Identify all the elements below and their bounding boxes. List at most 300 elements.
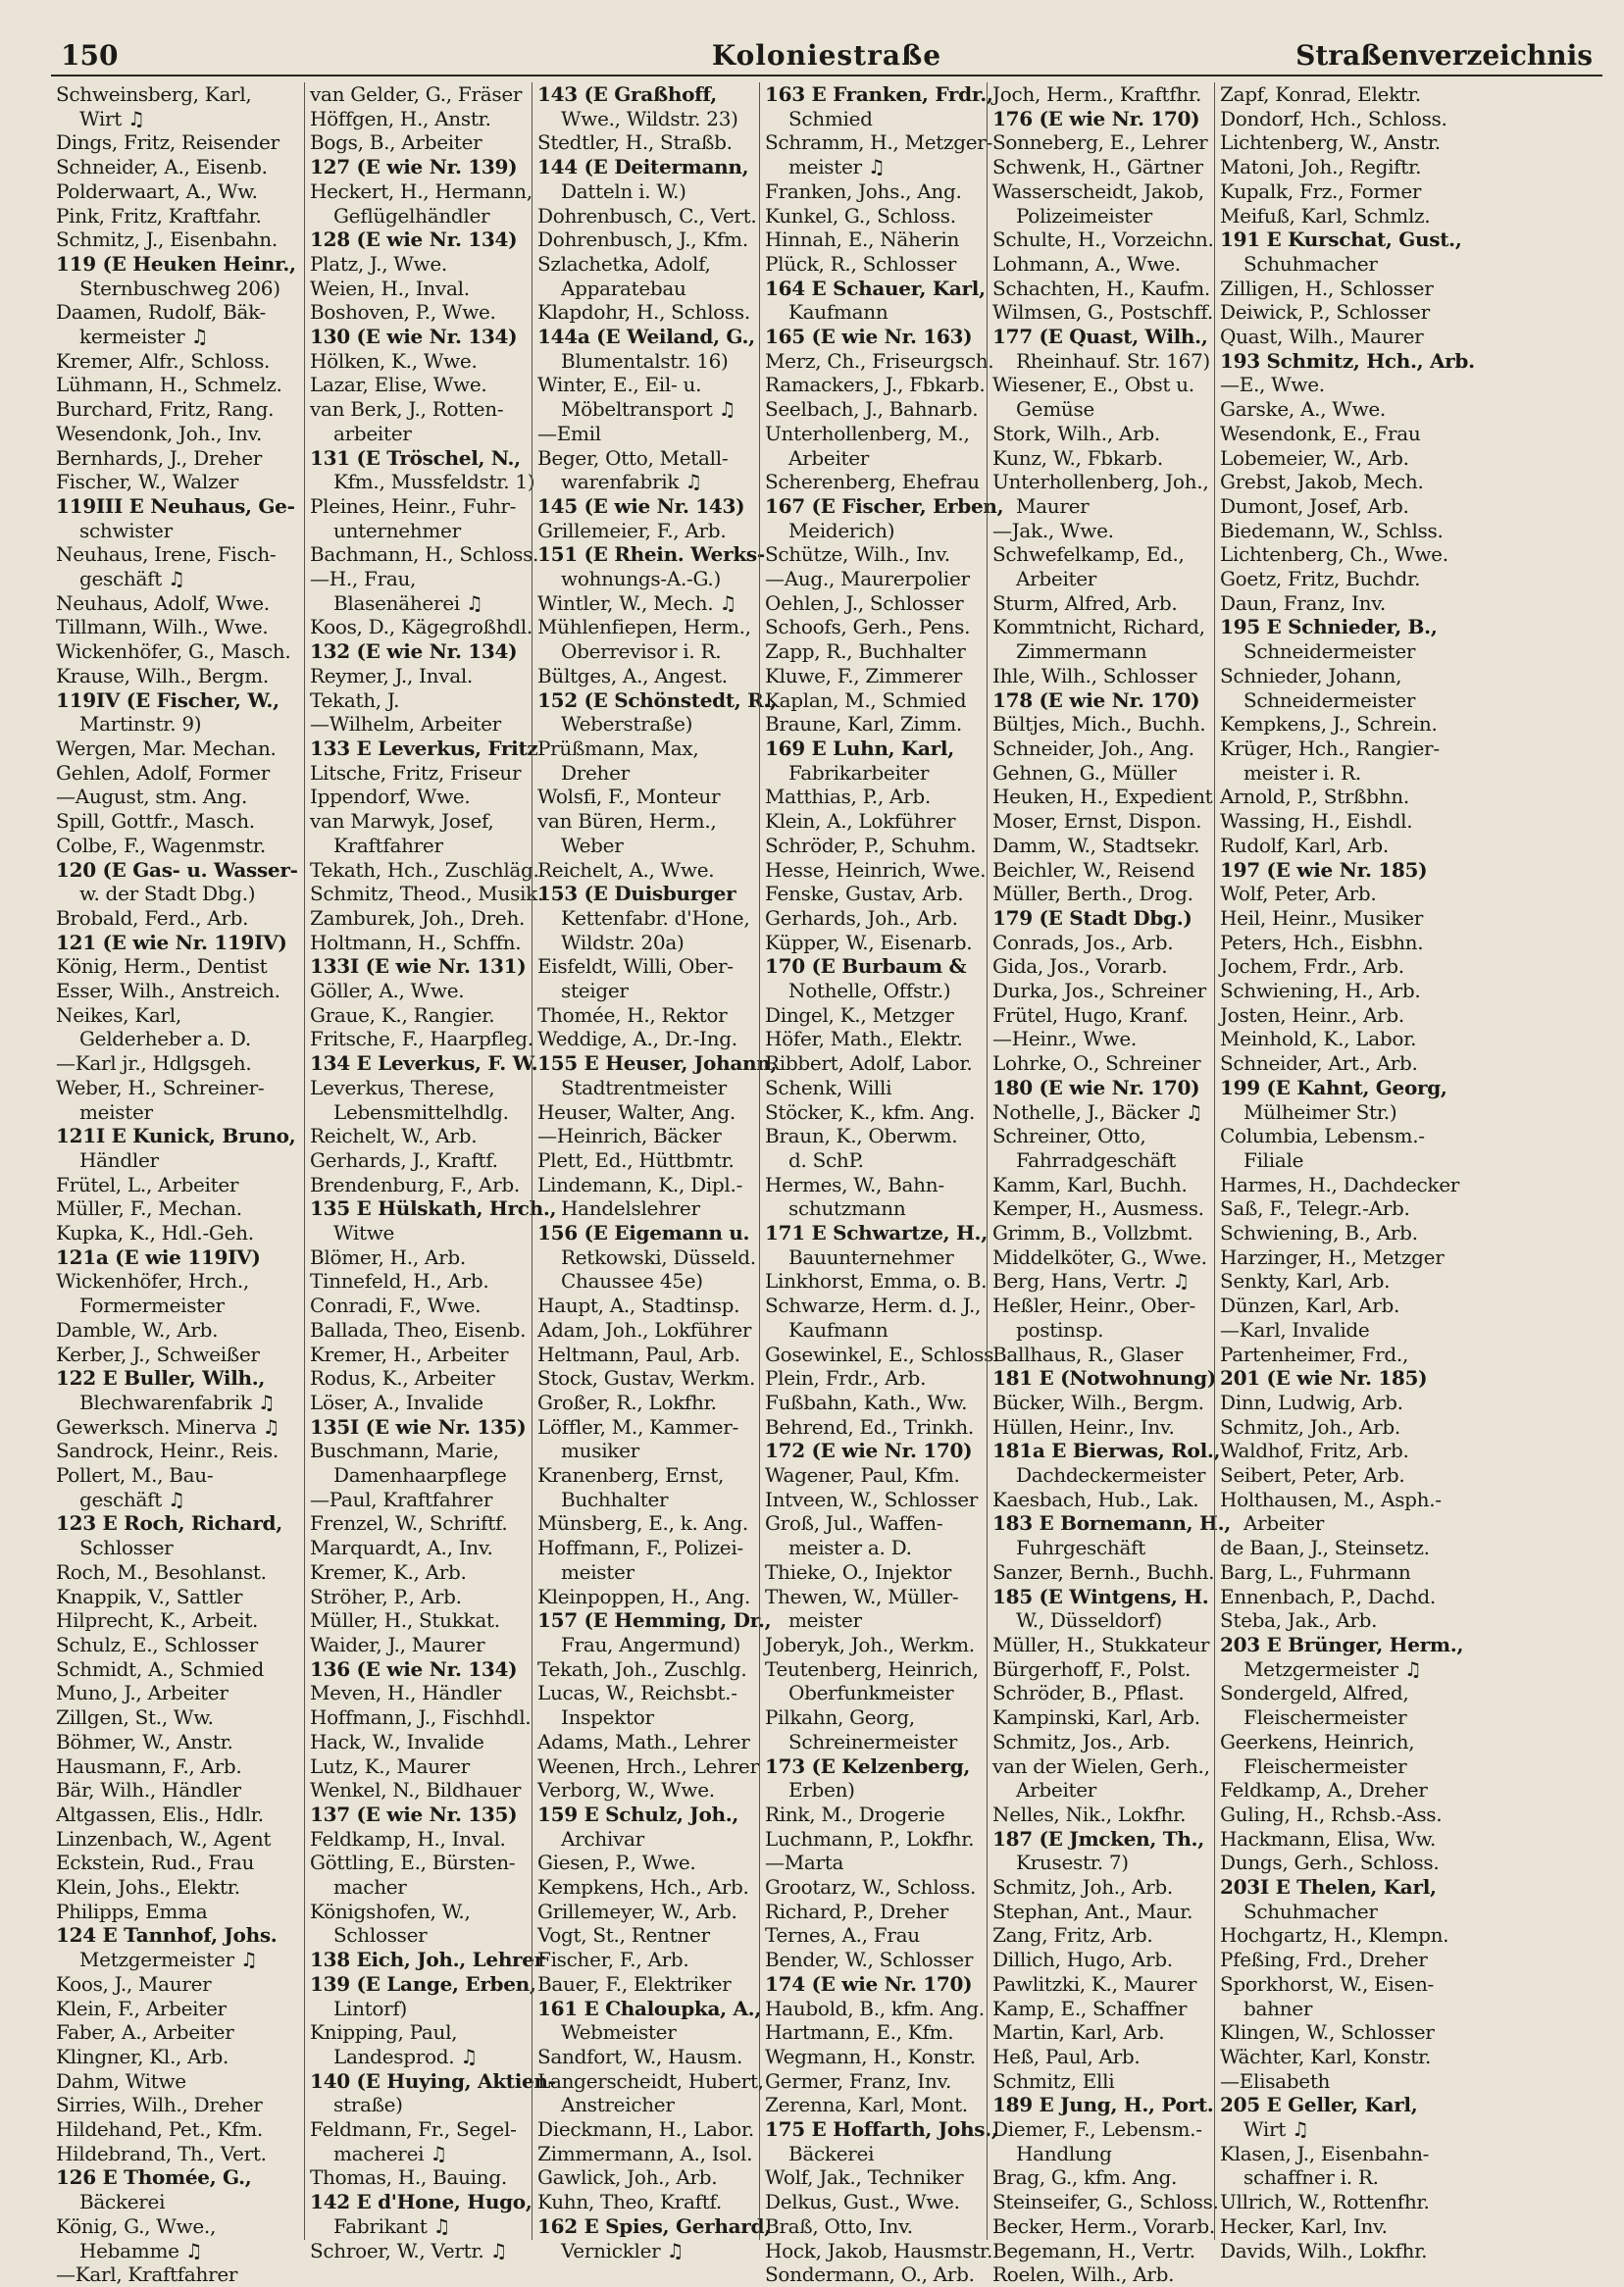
- entry-continuation: Schuhmacher: [1243, 251, 1378, 276]
- resident-entry: Arnold, P., Strßbhn.: [1220, 785, 1409, 809]
- resident-entry: Müller, F., Mechan.: [56, 1196, 242, 1221]
- resident-entry: Tekath, Joh., Zuschlg.: [537, 1656, 747, 1681]
- house-number-entry: 136 (E wie Nr. 134): [310, 1656, 518, 1681]
- resident-entry: Bernhards, J., Dreher: [56, 445, 263, 470]
- resident-entry: Heß, Paul, Arb.: [992, 2044, 1141, 2068]
- resident-entry: Frenzel, W., Schriftf.: [310, 1511, 508, 1536]
- house-number-entry: 153 (E Duisburger: [537, 882, 736, 906]
- resident-entry: Lichtenberg, Ch., Wwe.: [1220, 542, 1448, 567]
- entry-continuation: straße): [333, 2093, 403, 2117]
- resident-entry: Stephan, Ant., Maur.: [992, 1899, 1193, 1923]
- resident-entry: Sondergeld, Alfred,: [1220, 1681, 1409, 1705]
- resident-entry: Becker, Herm., Vorarb.: [992, 2213, 1215, 2238]
- house-number-entry: 173 (E Kelzenberg,: [765, 1753, 971, 1778]
- entry-continuation: Bäckerei: [788, 2141, 875, 2165]
- entry-continuation: Weberstraße): [561, 712, 693, 737]
- entry-continuation: Frau, Angermund): [561, 1633, 741, 1656]
- entry-continuation: Gelderheber a. D.: [79, 1027, 251, 1051]
- house-number-entry: 143 (E Graßhoff,: [537, 82, 717, 106]
- resident-entry: Ennenbach, P., Dachd.: [1220, 1584, 1436, 1608]
- resident-entry: Wolsfi, F., Monteur: [537, 785, 721, 809]
- resident-entry: van Gelder, G., Fräser: [310, 82, 523, 106]
- resident-entry: Verborg, W., Wwe.: [537, 1778, 715, 1803]
- house-number-entry: 197 (E wie Nr. 185): [1220, 857, 1428, 882]
- entry-continuation: wohnungs-A.-G.): [561, 567, 721, 591]
- entry-continuation: Handlung: [1016, 2141, 1112, 2165]
- resident-entry: Kupka, K., Hdl.-Geh.: [56, 1221, 254, 1245]
- resident-entry: Franken, Johs., Ang.: [765, 178, 962, 203]
- resident-entry: Harzinger, H., Metzger: [1220, 1245, 1445, 1269]
- resident-entry: Hinnah, E., Näherin: [765, 228, 960, 252]
- resident-entry: Schulz, E., Schlosser: [56, 1633, 258, 1656]
- resident-entry: Brag, G., kfm. Ang.: [992, 2165, 1178, 2190]
- resident-entry: Lohmann, A., Wwe.: [992, 251, 1181, 276]
- resident-entry: Oehlen, J., Schlosser: [765, 590, 964, 615]
- resident-entry: Fischer, W., Walzer: [56, 470, 239, 494]
- resident-entry: Seibert, Peter, Arb.: [1220, 1463, 1405, 1488]
- resident-entry: Schnieder, Johann,: [1220, 663, 1402, 687]
- house-number-entry: 193 Schmitz, Hch., Arb.: [1220, 348, 1475, 373]
- resident-entry: Hochgartz, H., Klempn.: [1220, 1923, 1449, 1948]
- house-number-entry: 119III E Neuhaus, Ge-: [56, 493, 295, 518]
- resident-entry: —Heinrich, Bäcker: [537, 1124, 722, 1148]
- resident-entry: Stock, Gustav, Werkm.: [537, 1366, 756, 1391]
- house-number-entry: 121 (E wie Nr. 119IV): [56, 930, 287, 954]
- resident-entry: Schütze, Wilh., Inv.: [765, 542, 950, 567]
- house-number-entry: 189 E Jung, H., Port.: [992, 2093, 1214, 2117]
- resident-entry: Plück, R., Schlosser: [765, 251, 957, 276]
- resident-entry: Roch, M., Besohlanst.: [56, 1559, 267, 1584]
- resident-entry: Weenen, Hrch., Lehrer: [537, 1753, 759, 1778]
- resident-entry: Sondermann, O., Arb.: [765, 2262, 975, 2287]
- resident-entry: Thomée, H., Rektor: [537, 1002, 728, 1027]
- resident-entry: Esser, Wilh., Anstreich.: [56, 979, 280, 1003]
- resident-entry: Rodus, K., Arbeiter: [310, 1366, 495, 1391]
- resident-entry: Gerhards, Joh., Arb.: [765, 905, 958, 930]
- house-number-entry: 157 (E Hemming, Dr.,: [537, 1608, 772, 1633]
- entry-continuation: Arbeiter: [1016, 1778, 1097, 1803]
- entry-continuation: Wildstr. 20a): [561, 930, 685, 954]
- resident-entry: Burchard, Fritz, Rang.: [56, 397, 275, 422]
- entry-continuation: Blumentalstr. 16): [561, 348, 729, 373]
- resident-entry: Grebst, Jakob, Mech.: [1220, 470, 1424, 494]
- resident-entry: Großer, R., Lokfhr.: [537, 1390, 717, 1414]
- resident-entry: Bogs, B., Arbeiter: [310, 130, 482, 155]
- resident-entry: Lazar, Elise, Wwe.: [310, 373, 487, 397]
- entry-continuation: Arbeiter: [788, 445, 870, 470]
- resident-entry: Schneider, Joh., Ang.: [992, 736, 1194, 760]
- resident-entry: Peters, Hch., Eisbhn.: [1220, 930, 1424, 954]
- resident-entry: Langerscheidt, Hubert,: [537, 2068, 764, 2093]
- resident-entry: Grootarz, W., Schloss.: [765, 1875, 977, 1900]
- resident-entry: Heltmann, Paul, Arb.: [537, 1342, 740, 1366]
- resident-entry: Ihle, Wilh., Schlosser: [992, 663, 1197, 687]
- house-number-entry: 199 (E Kahnt, Georg,: [1220, 1075, 1447, 1099]
- resident-entry: Stöcker, K., kfm. Ang.: [765, 1099, 976, 1124]
- resident-entry: Böhmer, W., Anstr.: [56, 1729, 233, 1753]
- resident-entry: Diemer, F., Lebensm.-: [992, 2117, 1202, 2142]
- entry-continuation: Möbeltransport ♫: [561, 397, 736, 422]
- resident-entry: Altgassen, Elis., Hdlr.: [56, 1802, 264, 1826]
- resident-entry: Leverkus, Therese,: [310, 1075, 495, 1099]
- resident-entry: Kommtnicht, Richard,: [992, 615, 1205, 639]
- house-number-entry: 164 E Schauer, Karl,: [765, 276, 986, 300]
- resident-entry: Göttling, E., Bürsten-: [310, 1851, 516, 1875]
- resident-entry: Joberyk, Joh., Werkm.: [765, 1633, 975, 1656]
- resident-entry: Roelen, Wilh., Arb.: [992, 2262, 1175, 2287]
- resident-entry: Klingner, Kl., Arb.: [56, 2044, 229, 2068]
- resident-entry: Pollert, M., Bau-: [56, 1463, 214, 1488]
- resident-entry: Delkus, Gust., Wwe.: [765, 2190, 960, 2214]
- resident-entry: Heil, Heinr., Musiker: [1220, 905, 1424, 930]
- resident-entry: Prüßmann, Max,: [537, 736, 699, 760]
- entry-continuation: Metzgermeister ♫: [79, 1948, 258, 1972]
- resident-entry: Wenkel, N., Bildhauer: [310, 1778, 522, 1803]
- entry-continuation: Nothelle, Offstr.): [788, 979, 951, 1003]
- entry-continuation: Schneidermeister: [1243, 639, 1416, 664]
- resident-entry: Hackmann, Elisa, Ww.: [1220, 1826, 1437, 1851]
- resident-entry: Schweinsberg, Karl,: [56, 82, 252, 106]
- resident-entry: —Wilhelm, Arbeiter: [310, 712, 501, 737]
- resident-entry: Heßler, Heinr., Ober-: [992, 1294, 1195, 1318]
- resident-entry: Platz, J., Wwe.: [310, 251, 447, 276]
- resident-entry: Fenske, Gustav, Arb.: [765, 882, 964, 906]
- resident-entry: Schröder, P., Schuhm.: [765, 833, 977, 857]
- house-number-entry: 124 E Tannhof, Johs.: [56, 1923, 278, 1948]
- page-header: [51, 35, 1602, 76]
- resident-entry: Litsche, Fritz, Friseur: [310, 760, 522, 785]
- house-number-entry: 133 E Leverkus, Fritz: [310, 736, 538, 760]
- resident-entry: van Marwyk, Josef,: [310, 809, 494, 834]
- resident-entry: König, Herm., Dentist: [56, 954, 268, 979]
- house-number-entry: 162 E Spies, Gerhard,: [537, 2213, 771, 2238]
- resident-entry: Bürgerhoff, F., Polst.: [992, 1656, 1192, 1681]
- resident-entry: Göller, A., Wwe.: [310, 979, 465, 1003]
- entry-continuation: Stadtrentmeister: [561, 1075, 727, 1099]
- entry-continuation: Erben): [788, 1778, 855, 1803]
- house-number-entry: 155 E Heuser, Johann,: [537, 1051, 778, 1076]
- resident-entry: Martin, Karl, Arb.: [992, 2020, 1165, 2045]
- resident-entry: —Karl, Kraftfahrer: [56, 2262, 238, 2287]
- resident-entry: Bachmann, H., Schloss.: [310, 542, 539, 567]
- resident-entry: Daun, Franz, Inv.: [1220, 590, 1386, 615]
- resident-entry: Rink, M., Drogerie: [765, 1802, 945, 1826]
- house-number-entry: 122 E Buller, Wilh.,: [56, 1366, 266, 1391]
- column-3: [532, 82, 778, 2262]
- resident-entry: Dahm, Witwe: [56, 2068, 186, 2093]
- column-2: [304, 82, 557, 2262]
- house-number-entry: 131 (E Tröschel, N.,: [310, 445, 521, 470]
- resident-entry: Josten, Heinr., Arb.: [1220, 1002, 1404, 1027]
- entry-continuation: meister i. R.: [1243, 760, 1361, 785]
- resident-entry: Heuser, Walter, Ang.: [537, 1099, 736, 1124]
- resident-entry: Feldkamp, A., Dreher: [1220, 1778, 1428, 1803]
- resident-entry: König, G., Wwe.,: [56, 2213, 217, 2238]
- resident-entry: Zillgen, St., Ww.: [56, 1705, 214, 1730]
- house-number-entry: 142 E d'Hone, Hugo,: [310, 2190, 533, 2214]
- resident-entry: Hölken, K., Wwe.: [310, 348, 478, 373]
- resident-entry: Giesen, P., Wwe.: [537, 1851, 696, 1875]
- resident-entry: Dünzen, Karl, Arb.: [1220, 1294, 1400, 1318]
- resident-entry: van Büren, Herm.,: [537, 809, 717, 834]
- resident-entry: Schroer, W., Vertr. ♫: [310, 2238, 508, 2262]
- resident-entry: Thomas, H., Bauing.: [310, 2165, 507, 2190]
- entry-continuation: macherei ♫: [333, 2141, 447, 2165]
- resident-entry: Saß, F., Telegr.-Arb.: [1220, 1196, 1410, 1221]
- house-number-entry: 152 (E Schönstedt, R.,: [537, 687, 777, 712]
- resident-entry: Groß, Jul., Waffen-: [765, 1511, 943, 1536]
- house-number-entry: 167 (E Fischer, Erben,: [765, 493, 1004, 518]
- resident-entry: Beger, Otto, Metall-: [537, 445, 729, 470]
- resident-entry: Zapp, R., Buchhalter: [765, 639, 966, 664]
- resident-entry: Matthias, P., Arb.: [765, 785, 931, 809]
- resident-entry: Pink, Fritz, Kraftfahr.: [56, 203, 262, 228]
- resident-entry: Ippendorf, Wwe.: [310, 785, 471, 809]
- house-number-entry: 138 Eich, Joh., Lehrer: [310, 1948, 544, 1972]
- resident-entry: Lindemann, K., Dipl.-: [537, 1172, 743, 1196]
- house-number-entry: 133I (E wie Nr. 131): [310, 954, 527, 979]
- resident-entry: Höfer, Math., Elektr.: [765, 1027, 963, 1051]
- resident-entry: Begemann, H., Vertr.: [992, 2238, 1195, 2262]
- entry-continuation: Formermeister: [79, 1294, 225, 1318]
- house-number-entry: 174 (E wie Nr. 170): [765, 1971, 973, 1996]
- resident-entry: Kluwe, F., Zimmerer: [765, 663, 963, 687]
- resident-entry: Richard, P., Dreher: [765, 1899, 949, 1923]
- resident-entry: Marquardt, A., Inv.: [310, 1536, 493, 1560]
- resident-entry: Schneider, A., Eisenb.: [56, 155, 268, 179]
- resident-entry: Dieckmann, H., Labor.: [537, 2117, 754, 2142]
- resident-entry: Lichtenberg, W., Anstr.: [1220, 130, 1441, 155]
- resident-entry: Löffler, M., Kammer-: [537, 1414, 738, 1439]
- resident-entry: Schröder, B., Pflast.: [992, 1681, 1185, 1705]
- entry-continuation: Gemüse: [1016, 397, 1094, 422]
- entry-continuation: meister a. D.: [788, 1536, 912, 1560]
- resident-entry: Sporkhorst, W., Eisen-: [1220, 1971, 1434, 1996]
- resident-entry: Stedtler, H., Straßb.: [537, 130, 733, 155]
- resident-entry: Conrads, Jos., Arb.: [992, 930, 1174, 954]
- resident-entry: Dumont, Josef, Arb.: [1220, 493, 1409, 518]
- resident-entry: Krüger, Hch., Rangier-: [1220, 736, 1440, 760]
- entry-continuation: Bäckerei: [79, 2190, 166, 2214]
- resident-entry: Hüllen, Heinr., Inv.: [992, 1414, 1175, 1439]
- house-number-entry: 156 (E Eigemann u.: [537, 1221, 750, 1245]
- resident-entry: Fischer, F., Arb.: [537, 1948, 689, 1972]
- resident-entry: Germer, Franz, Inv.: [765, 2068, 952, 2093]
- resident-entry: Waider, J., Maurer: [310, 1633, 485, 1656]
- resident-entry: Daamen, Rudolf, Bäk-: [56, 300, 267, 325]
- resident-entry: Schreiner, Otto,: [992, 1124, 1146, 1148]
- resident-entry: Klein, Johs., Elektr.: [56, 1875, 240, 1900]
- house-number-entry: 134 E Leverkus, F. W.: [310, 1051, 538, 1076]
- directory-columns: [51, 82, 1602, 2287]
- resident-entry: Feldmann, Fr., Segel-: [310, 2117, 517, 2142]
- entry-continuation: Fleischermeister: [1243, 1705, 1407, 1730]
- house-number-entry: 191 E Kurschat, Gust.,: [1220, 228, 1462, 252]
- entry-continuation: Witwe: [333, 1221, 395, 1245]
- entry-continuation: Fabrikarbeiter: [788, 760, 930, 785]
- entry-continuation: geschäft ♫: [79, 567, 185, 591]
- resident-entry: Wiesener, E., Obst u.: [992, 373, 1194, 397]
- entry-continuation: Datteln i. W.): [561, 178, 686, 203]
- resident-entry: Koos, J., Maurer: [56, 1971, 212, 1996]
- house-number-entry: 137 (E wie Nr. 135): [310, 1802, 518, 1826]
- resident-entry: Scherenberg, Ehefrau: [765, 470, 980, 494]
- resident-entry: Moser, Ernst, Dispon.: [992, 809, 1202, 834]
- resident-entry: Deiwick, P., Schlosser: [1220, 300, 1430, 325]
- resident-entry: Schmitz, Joh., Arb.: [1220, 1414, 1400, 1439]
- house-number-entry: 126 E Thomée, G.,: [56, 2165, 252, 2190]
- house-number-entry: 172 (E wie Nr. 170): [765, 1439, 973, 1463]
- resident-entry: Hoffmann, J., Fischhdl.: [310, 1705, 532, 1730]
- resident-entry: Lucas, W., Reichsbt.-: [537, 1681, 737, 1705]
- resident-entry: —Aug., Maurerpolier: [765, 567, 970, 591]
- entry-continuation: Martinstr. 9): [79, 712, 202, 737]
- house-number-entry: 195 E Schnieder, B.,: [1220, 615, 1438, 639]
- resident-entry: Münsberg, E., k. Ang.: [537, 1511, 748, 1536]
- resident-entry: —Heinr., Wwe.: [992, 1027, 1137, 1051]
- resident-entry: Ballada, Theo, Eisenb.: [310, 1317, 527, 1342]
- resident-entry: Hausmann, F., Arb.: [56, 1753, 242, 1778]
- entry-continuation: Meiderich): [788, 518, 895, 542]
- resident-entry: Schmitz, Jos., Arb.: [992, 1729, 1171, 1753]
- resident-entry: Hermes, W., Bahn-: [765, 1172, 944, 1196]
- resident-entry: Bär, Wilh., Händler: [56, 1778, 241, 1803]
- resident-entry: Schmitz, J., Eisenbahn.: [56, 228, 278, 252]
- entry-continuation: Chaussee 45e): [561, 1269, 703, 1294]
- resident-entry: Schenk, Willi: [765, 1075, 892, 1099]
- resident-entry: Bültjes, Mich., Buchh.: [992, 712, 1206, 737]
- entry-continuation: Dachdeckermeister: [1016, 1463, 1206, 1488]
- resident-entry: —Karl jr., Hdlgsgeh.: [56, 1051, 252, 1076]
- resident-entry: Zamburek, Joh., Dreh.: [310, 905, 526, 930]
- resident-entry: Hesse, Heinrich, Wwe.: [765, 857, 987, 882]
- resident-entry: Haupt, A., Stadtinsp.: [537, 1294, 740, 1318]
- resident-entry: Frütel, Hugo, Kranf.: [992, 1002, 1189, 1027]
- resident-entry: Sonneberg, E., Lehrer: [992, 130, 1208, 155]
- resident-entry: Boshoven, P., Wwe.: [310, 300, 496, 325]
- house-number-entry: 176 (E wie Nr. 170): [992, 106, 1200, 130]
- house-number-entry: 119 (E Heuken Heinr.,: [56, 251, 296, 276]
- entry-continuation: Krusestr. 7): [1016, 1851, 1129, 1875]
- resident-entry: Gehnen, G., Müller: [992, 760, 1177, 785]
- resident-entry: Königshofen, W.,: [310, 1899, 471, 1923]
- resident-entry: Brobald, Ferd., Arb.: [56, 905, 249, 930]
- house-number-entry: 151 (E Rhein. Werks-: [537, 542, 765, 567]
- resident-entry: Damble, W., Arb.: [56, 1317, 219, 1342]
- entry-continuation: geschäft ♫: [79, 1487, 185, 1511]
- entry-continuation: unternehmer: [333, 518, 461, 542]
- resident-entry: Heckert, H., Hermann,: [310, 178, 533, 203]
- resident-entry: Kuhn, Theo, Kraftf.: [537, 2190, 722, 2214]
- resident-entry: Zerenna, Karl, Mont.: [765, 2093, 968, 2117]
- resident-entry: Muno, J., Arbeiter: [56, 1681, 228, 1705]
- resident-entry: —H., Frau,: [310, 567, 417, 591]
- entry-continuation: Schlosser: [79, 1536, 174, 1560]
- entry-continuation: schwister: [79, 518, 173, 542]
- resident-entry: Stork, Wilh., Arb.: [992, 421, 1160, 445]
- resident-entry: Kranenberg, Ernst,: [537, 1463, 725, 1488]
- resident-entry: Sandfort, W., Hausm.: [537, 2044, 743, 2068]
- resident-entry: Weddige, A., Dr.-Ing.: [537, 1027, 737, 1051]
- resident-entry: Pilkahn, Georg,: [765, 1705, 915, 1730]
- resident-entry: Reichelt, A., Wwe.: [537, 857, 715, 882]
- resident-entry: Neikes, Karl,: [56, 1002, 181, 1027]
- resident-entry: Plein, Frdr., Arb.: [765, 1366, 927, 1391]
- house-number-entry: 161 E Chaloupka, A.,: [537, 1996, 761, 2020]
- resident-entry: Wolf, Peter, Arb.: [1220, 882, 1377, 906]
- resident-entry: Bücker, Wilh., Bergm.: [992, 1390, 1204, 1414]
- entry-continuation: Arbeiter: [1243, 1511, 1325, 1536]
- resident-entry: Reymer, J., Inval.: [310, 663, 473, 687]
- entry-continuation: schaffner i. R.: [1243, 2165, 1379, 2190]
- house-number-entry: 181a E Bierwas, Rol.,: [992, 1439, 1221, 1463]
- entry-continuation: Lebensmittelhdlg.: [333, 1099, 509, 1124]
- house-number-entry: 205 E Geller, Karl,: [1220, 2093, 1418, 2117]
- resident-entry: Kemper, H., Ausmess.: [992, 1196, 1204, 1221]
- resident-entry: Dillich, Hugo, Arb.: [992, 1948, 1173, 1972]
- entry-continuation: d. SchP.: [788, 1147, 864, 1172]
- resident-entry: —E., Wwe.: [1220, 373, 1325, 397]
- entry-continuation: Landesprod. ♫: [333, 2044, 478, 2068]
- entry-continuation: Kettenfabr. d'Hone,: [561, 905, 750, 930]
- resident-entry: Joch, Herm., Kraftfhr.: [992, 82, 1201, 106]
- resident-entry: Middelköter, G., Wwe.: [992, 1245, 1207, 1269]
- resident-entry: Goetz, Fritz, Buchdr.: [1220, 567, 1421, 591]
- entry-continuation: Oberrevisor i. R.: [561, 639, 722, 664]
- resident-entry: Gewerksch. Minerva ♫: [56, 1414, 280, 1439]
- resident-entry: Damm, W., Stadtsekr.: [992, 833, 1200, 857]
- resident-entry: Wergen, Mar. Mechan.: [56, 736, 277, 760]
- resident-entry: Plett, Ed., Hüttbmtr.: [537, 1147, 735, 1172]
- resident-entry: Ballhaus, R., Glaser: [992, 1342, 1184, 1366]
- resident-entry: Feldkamp, H., Inval.: [310, 1826, 506, 1851]
- house-number-entry: 128 (E wie Nr. 134): [310, 228, 518, 252]
- house-number-entry: 140 (E Huying, Aktien-: [310, 2068, 556, 2093]
- resident-entry: Müller, Berth., Drog.: [992, 882, 1193, 906]
- resident-entry: Tekath, Hch., Zuschläg.: [310, 857, 539, 882]
- resident-entry: Matoni, Joh., Regiftr.: [1220, 155, 1422, 179]
- house-number-entry: 201 (E wie Nr. 185): [1220, 1366, 1428, 1391]
- entry-continuation: warenfabrik ♫: [561, 470, 702, 494]
- resident-entry: Schmitz, Theod., Musik.: [310, 882, 544, 906]
- resident-entry: Schwiening, B., Arb.: [1220, 1221, 1418, 1245]
- resident-entry: Braß, Otto, Inv.: [765, 2213, 913, 2238]
- resident-entry: Wächter, Karl, Konstr.: [1220, 2044, 1432, 2068]
- entry-continuation: Rheinhauf. Str. 167): [1016, 348, 1210, 373]
- resident-entry: Bender, W., Schlosser: [765, 1948, 974, 1972]
- entry-continuation: meister ♫: [788, 155, 886, 179]
- resident-entry: Steinseifer, G., Schloss.: [992, 2190, 1219, 2214]
- entry-continuation: postinsp.: [1016, 1317, 1104, 1342]
- resident-entry: Zilligen, H., Schlosser: [1220, 276, 1434, 300]
- resident-entry: Schmitz, Joh., Arb.: [992, 1875, 1173, 1900]
- entry-continuation: Geflügelhändler: [333, 203, 490, 228]
- house-number-entry: 177 (E Quast, Wilh.,: [992, 325, 1208, 349]
- entry-continuation: Bauunternehmer: [788, 1245, 954, 1269]
- resident-entry: Wesendonk, Joh., Inv.: [56, 421, 263, 445]
- resident-entry: Wintler, W., Mech. ♫: [537, 590, 737, 615]
- resident-entry: Kremer, H., Arbeiter: [310, 1342, 509, 1366]
- resident-entry: Neuhaus, Irene, Fisch-: [56, 542, 277, 567]
- entry-continuation: Wirt ♫: [79, 106, 145, 130]
- resident-entry: Kaplan, M., Schmied: [765, 687, 967, 712]
- resident-entry: Gida, Jos., Vorarb.: [992, 954, 1168, 979]
- entry-continuation: Filiale: [1243, 1147, 1304, 1172]
- entry-continuation: Handelslehrer: [561, 1196, 700, 1221]
- resident-entry: Gosewinkel, E., Schloss.: [765, 1342, 1000, 1366]
- entry-continuation: Damenhaarpflege: [333, 1463, 507, 1488]
- entry-continuation: Schmied: [788, 106, 873, 130]
